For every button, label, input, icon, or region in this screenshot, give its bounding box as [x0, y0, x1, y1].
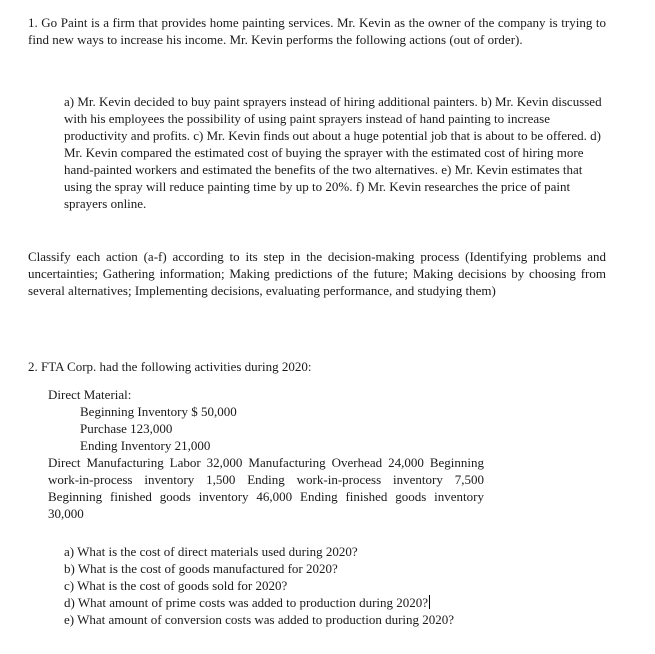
- text-cursor: [429, 595, 430, 609]
- subquestion-e: e) What amount of conversion costs was added to production during 2020?: [64, 612, 455, 627]
- subquestion-d: d) What amount of prime costs was added to production during 2020?: [64, 595, 429, 610]
- subquestion-c: c) What is the cost of goods sold for 2020?: [64, 578, 288, 593]
- subquestion-b: b) What is the cost of goods manufactured for 2020?: [64, 561, 338, 576]
- purchase: Purchase 123,000: [80, 421, 173, 436]
- question-2-intro: 2. FTA Corp. had the following activities during 2020:: [28, 359, 312, 374]
- question-2-other-items: Direct Manufacturing Labor 32,000 Manufacturing Overhead 24,000 Beginning work-in-process inventory 1,500 Ending work-in-process inventory 7,500 Beginning finished goods inventory 46,000 Ending finished goods inventory 30,000: [48, 455, 484, 521]
- beginning-inventory: Beginning Inventory $ 50,000: [80, 404, 237, 419]
- question-1-actions: a) Mr. Kevin decided to buy paint sprayers instead of hiring additional painters. b) Mr. Kevin discussed with his employees the possibility of using paint sprayers instead of hand painting to increase productivity and profits. c) Mr. Kevin finds out about a huge potential job that is about to be offered. d) Mr. Kevin compared the estimated cost of buying the sprayer with the estimated cost of hiring more hand-painted workers and estimated the benefits of the two alternatives. e) Mr. Kevin estimates that using the spray will reduce painting time by up to 20%. f) Mr. Kevin researches the price of paint sprayers online.: [64, 94, 602, 211]
- ending-inventory: Ending Inventory 21,000: [80, 438, 211, 453]
- question-1-intro: 1. Go Paint is a firm that provides home painting services. Mr. Kevin as the owner of the company is trying to find new ways to increase his income. Mr. Kevin performs the following actions (out of order).: [28, 15, 606, 47]
- direct-material-label: Direct Material:: [48, 387, 132, 402]
- question-1-instruction: Classify each action (a-f) according to its step in the decision-making process (Identifying problems and uncertainties; Gathering information; Making predictions of the future; Making decisions by choosing from several alternatives; Implementing decisions, evaluating performance, and studying them): [28, 249, 606, 298]
- subquestion-d-line[interactable]: [64, 594, 624, 611]
- question-2-subquestions: [64, 543, 624, 628]
- subquestion-a: a) What is the cost of direct materials used during 2020?: [64, 544, 358, 559]
